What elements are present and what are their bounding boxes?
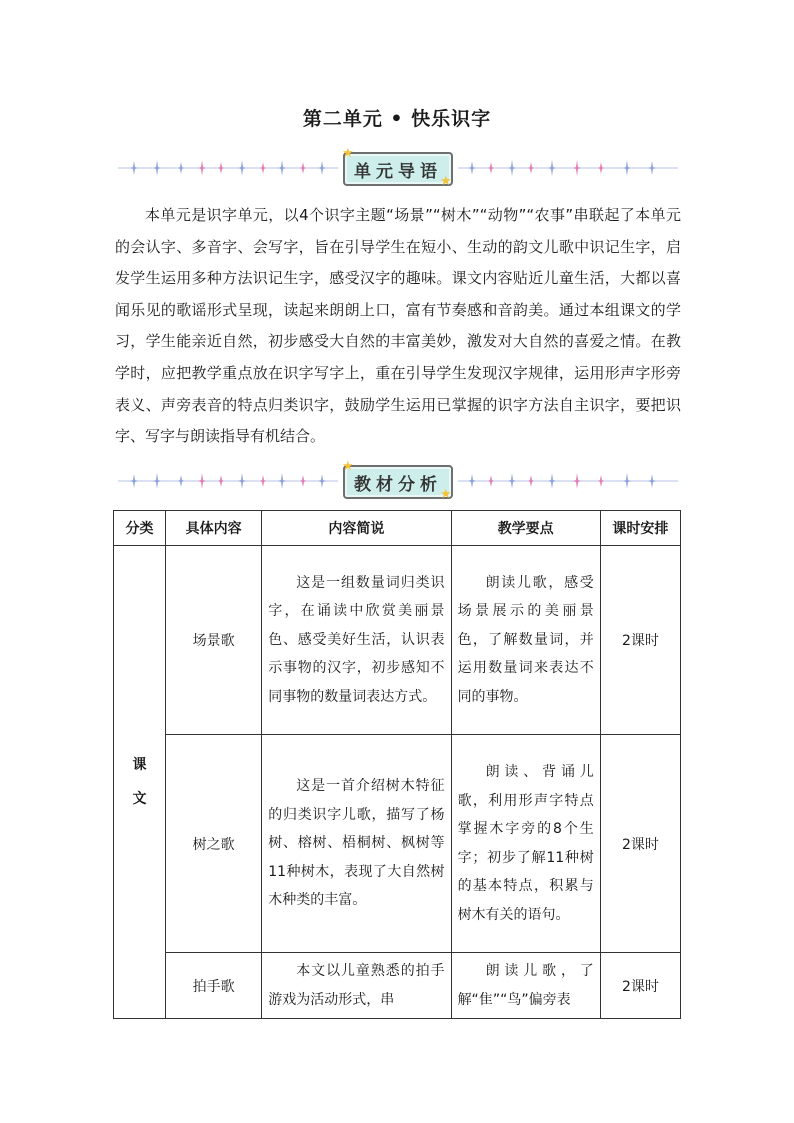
category-char: 文 xyxy=(132,791,147,807)
summary-text: 这是一组数量词归类识字，在诵读中欣赏美丽景色、感受美好生活，认识表示事物的汉字，初步感知不同事物的数量词表达方式。 xyxy=(268,574,445,705)
points-cell xyxy=(451,953,600,1019)
hours-cell: 2课时 xyxy=(600,735,680,953)
points-text: 朗读儿歌，了解“隹”“鸟”偏旁表 xyxy=(457,963,594,1008)
column-header: 具体内容 xyxy=(166,511,262,546)
category-cell xyxy=(114,546,166,1019)
column-header: 分类 xyxy=(114,511,166,546)
summary-text: 本文以儿童熟悉的拍手游戏为活动形式，串 xyxy=(268,963,445,1008)
hours-cell: 2课时 xyxy=(600,953,680,1019)
summary-cell xyxy=(262,735,451,953)
unit-intro-paragraph: 本单元是识字单元，以4个识字主题“场景”“树木”“动物”“农事”串联起了本单元的会认字、多音字、会写字，旨在引导学生在短小、生动的韵文儿歌中识记生字，启发学生运用多种方法识记生字，感受汉字的趣味。课文内容贴近儿童生活，大都以喜闻乐见的歌谣形式呈现，读起来朗朗上口，富有节奏感和音韵美。通过本组课文的学习，学生能亲近自然，初步感受大自然的丰富美妙，激发对大自然的喜爱之情。在教学时，应把教学重点放在识字写字上，重在引导学生发现汉字规律，运用形声字形旁表义、声旁表音的特点归类识字，鼓励学生运用已掌握的识字方法自主识字，要把识字、写字与朗读指导有机结合。 xyxy=(115,206,681,446)
table-row xyxy=(114,735,681,953)
textbook-analysis-table xyxy=(113,510,681,1019)
section-label-analysis: 教材分析 xyxy=(343,465,453,499)
star-icon: ★ xyxy=(440,174,452,189)
category-char: 课 xyxy=(132,757,147,773)
star-icon: ★ xyxy=(440,487,452,502)
points-text: 朗读儿歌，感受场景展示的美丽景色，了解数量词，并运用数量词来表达不同的事物。 xyxy=(457,574,594,705)
section-banner-analysis xyxy=(118,459,678,502)
table-header-row xyxy=(114,511,681,546)
content-cell: 树之歌 xyxy=(166,735,262,953)
section-banner-intro xyxy=(118,146,678,189)
summary-cell xyxy=(262,546,451,735)
section-label-intro: 单元导语 xyxy=(343,152,453,186)
points-cell xyxy=(451,735,600,953)
content-cell: 拍手歌 xyxy=(166,953,262,1019)
star-icon: ★ xyxy=(342,146,354,161)
content-cell: 场景歌 xyxy=(166,546,262,735)
summary-cell xyxy=(262,953,451,1019)
hours-cell: 2课时 xyxy=(600,546,680,735)
points-text: 朗读、背诵儿歌，利用形声字特点掌握木字旁的8个生字；初步了解11种树的基本特点，积累与树木有关的语句。 xyxy=(457,764,594,923)
table-row xyxy=(114,953,681,1019)
points-cell xyxy=(451,546,600,735)
column-header: 课时安排 xyxy=(600,511,680,546)
summary-text: 这是一首介绍树木特征的归类识字儿歌，描写了杨树、榕树、梧桐树、枫树等11种树木，表现了大自然树木种类的丰富。 xyxy=(268,778,445,909)
page-title: 第二单元 • 快乐识字 xyxy=(302,108,492,130)
column-header: 内容简说 xyxy=(262,511,451,546)
star-icon: ★ xyxy=(342,459,354,474)
column-header: 教学要点 xyxy=(451,511,600,546)
table-row xyxy=(114,546,681,735)
